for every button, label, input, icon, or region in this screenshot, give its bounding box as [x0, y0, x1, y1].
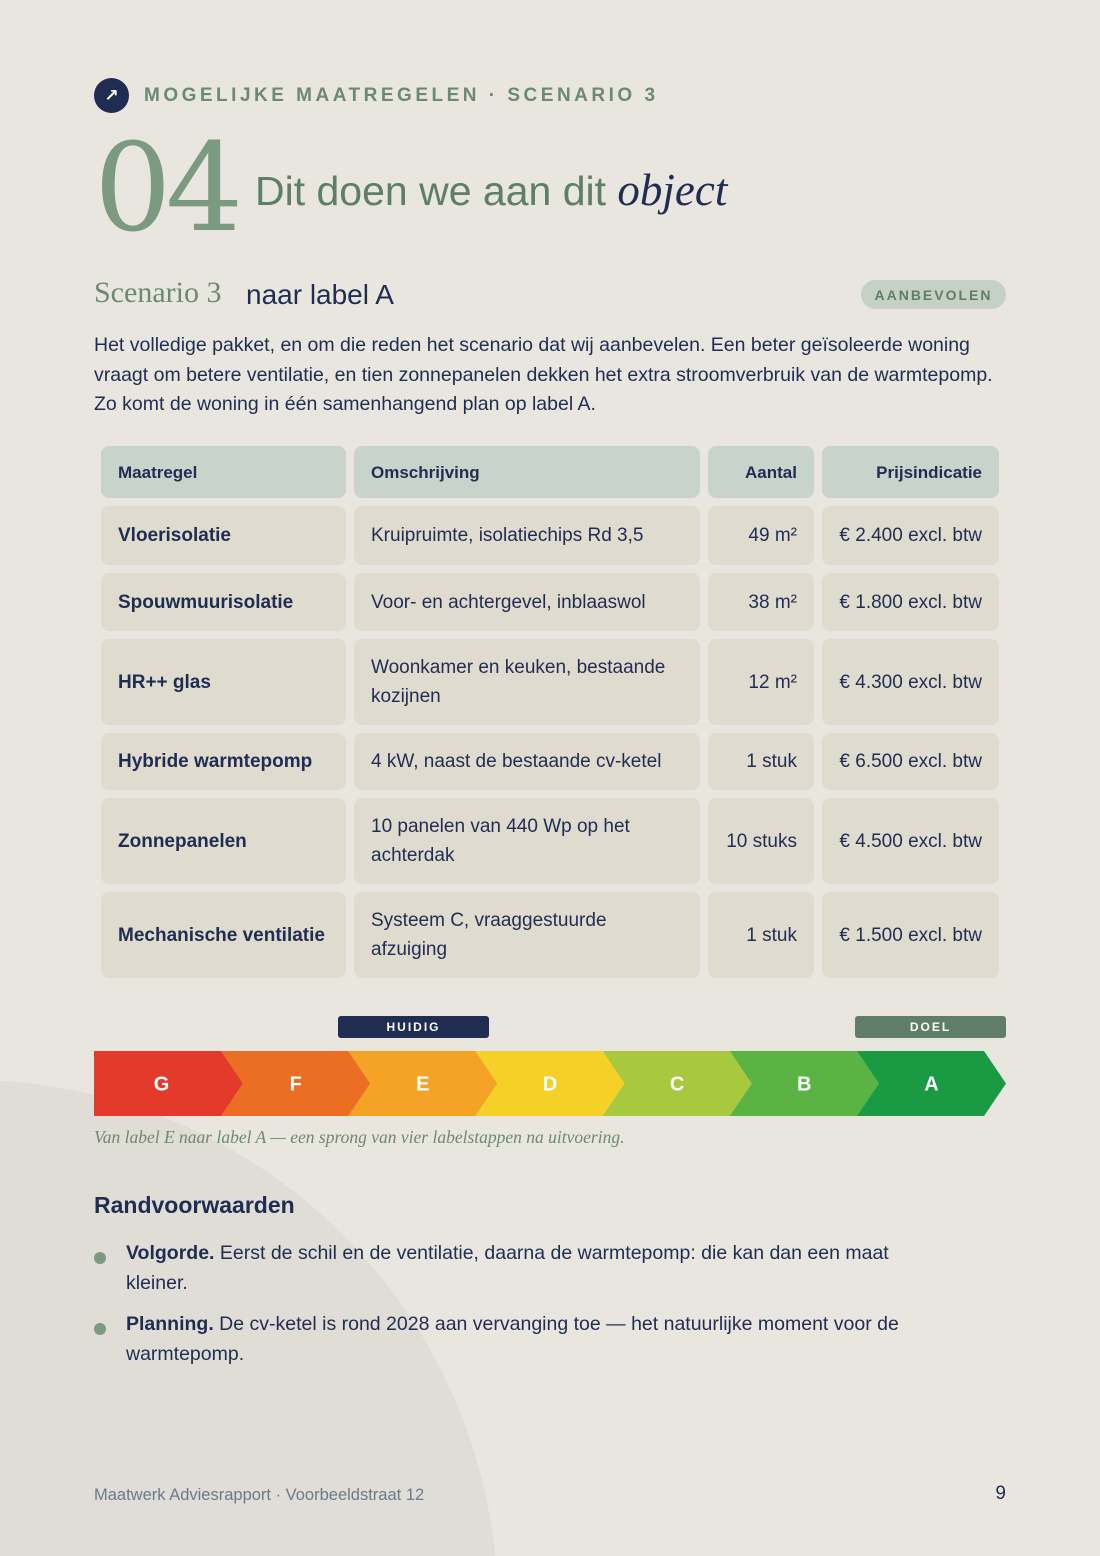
energy-label-bar	[94, 1051, 1006, 1116]
energy-label-e-text: E	[416, 1073, 430, 1096]
price-cell: € 1.800 excl. btw	[822, 573, 999, 631]
chapter-number: 04	[94, 117, 238, 259]
measure-cell: Spouwmuurisolatie	[101, 573, 346, 631]
section-eyebrow	[94, 78, 659, 113]
condition-text: Eerst de schil en de ventilatie, daarna de warmtepomp: die kan dan een maat kleiner.	[126, 1242, 889, 1294]
description-cell: 10 panelen van 440 Wp op het achterdak	[354, 798, 700, 884]
bullet-dot	[94, 1252, 106, 1264]
scenario-target: naar label A	[246, 279, 394, 310]
energy-label-a-text: A	[924, 1073, 939, 1096]
price-cell: € 1.500 excl. btw	[822, 892, 999, 978]
measure-cell: HR++ glas	[101, 639, 346, 725]
table-row	[101, 798, 999, 884]
page-title-italic: object	[617, 165, 728, 215]
description-cell: 4 kW, naast de bestaande cv-ketel	[354, 733, 700, 790]
condition-text: De cv-ketel is rond 2028 aan vervanging toe — het natuurlijke moment voor de warmtepomp.	[126, 1313, 899, 1365]
conditions-title: Randvoorwaarden	[94, 1192, 295, 1218]
table-row	[101, 639, 999, 725]
list-item	[94, 1238, 954, 1298]
recommended-badge: AANBEVOLEN	[861, 280, 1006, 309]
price-cell: € 4.500 excl. btw	[822, 798, 999, 884]
quantity-cell: 1 stuk	[708, 892, 814, 978]
list-item	[94, 1309, 954, 1369]
table-row	[101, 573, 999, 631]
energy-label-b-text: B	[797, 1073, 812, 1096]
page-title-plain: Dit doen we aan dit	[255, 168, 618, 214]
description-cell: Kruipruimte, isolatiechips Rd 3,5	[354, 506, 700, 565]
current-label-marker: HUIDIG	[338, 1016, 489, 1038]
quantity-cell: 1 stuk	[708, 733, 814, 790]
measure-cell: Zonnepanelen	[101, 798, 346, 884]
column-header-measure: Maatregel	[101, 446, 346, 498]
energy-label-d-text: D	[542, 1073, 558, 1096]
quantity-cell: 10 stuks	[708, 798, 814, 884]
column-header-quantity: Aantal	[708, 446, 814, 498]
table-row	[101, 892, 999, 978]
eyebrow-text: MOGELIJKE MAATREGELEN · SCENARIO 3	[144, 84, 659, 106]
measures-table	[101, 446, 999, 986]
description-cell: Voor- en achtergevel, inblaaswol	[354, 573, 700, 631]
energy-label-g-text: G	[153, 1073, 170, 1096]
page-number: 9	[995, 1483, 1006, 1504]
description-cell: Woonkamer en keuken, bestaande kozijnen	[354, 639, 700, 725]
table-row	[101, 733, 999, 790]
table-header-row	[101, 446, 999, 498]
column-header-price: Prijsindicatie	[822, 446, 999, 498]
price-cell: € 2.400 excl. btw	[822, 506, 999, 565]
measure-cell: Mechanische ventilatie	[101, 892, 346, 978]
description-cell: Systeem C, vraaggestuurde afzuiging	[354, 892, 700, 978]
intro-paragraph: Het volledige pakket, en om die reden het scenario dat wij aanbevelen. Een beter geïsoleerde woning vraagt om betere ventilatie, en tien zonnepanelen dekken het extra stroomverbruik van de warmtepomp. Zo komt de woning in één samenhangend plan op label A.	[94, 334, 993, 415]
conditions-list	[94, 1238, 954, 1380]
arrow-up-right-icon: ↗	[94, 78, 129, 113]
energy-label-c-text: C	[669, 1073, 685, 1096]
goal-label-marker: DOEL	[855, 1016, 1006, 1038]
column-header-description: Omschrijving	[354, 446, 700, 498]
page-title	[255, 164, 727, 217]
scenario-header	[94, 276, 1006, 312]
quantity-cell: 49 m²	[708, 506, 814, 565]
condition-lead: Planning.	[126, 1313, 214, 1335]
table-row	[101, 506, 999, 565]
quantity-cell: 12 m²	[708, 639, 814, 725]
quantity-cell: 38 m²	[708, 573, 814, 631]
bullet-dot	[94, 1323, 106, 1335]
price-cell: € 4.300 excl. btw	[822, 639, 999, 725]
measure-cell: Vloerisolatie	[101, 506, 346, 565]
price-cell: € 6.500 excl. btw	[822, 733, 999, 790]
label-caption: Van label E naar label A — een sprong van vier labelstappen na uitvoering.	[94, 1127, 625, 1147]
footer-document-title: Maatwerk Adviesrapport · Voorbeeldstraat 12	[94, 1486, 425, 1504]
scenario-label: Scenario 3	[94, 276, 222, 309]
energy-label-f-text: F	[289, 1073, 302, 1096]
measure-cell: Hybride warmtepomp	[101, 733, 346, 790]
condition-lead: Volgorde.	[126, 1242, 215, 1264]
